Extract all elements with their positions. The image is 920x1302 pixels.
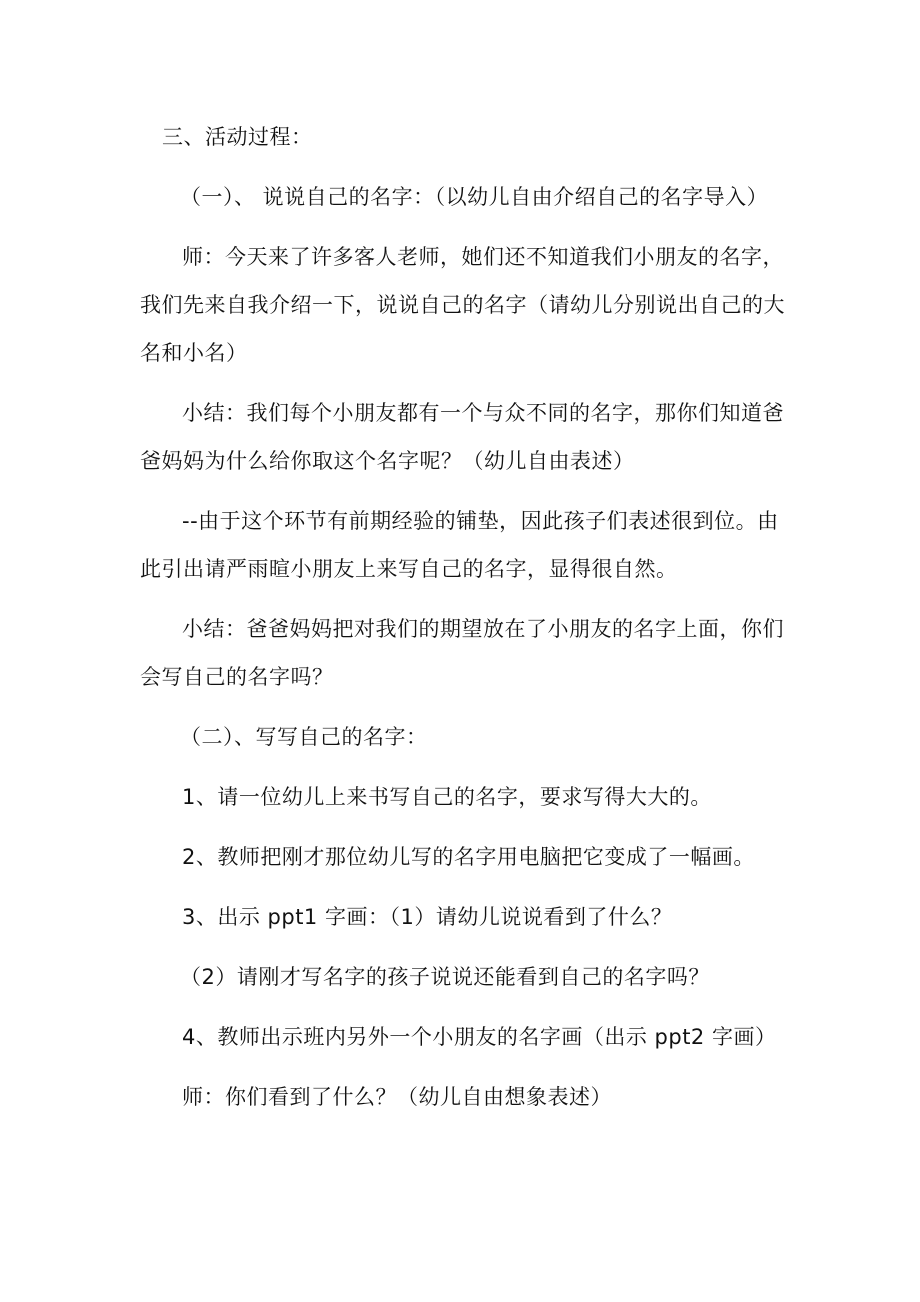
summary1-line-1: 小结：我们每个小朋友都有一个与众不同的名字，那你们知道爸 bbox=[182, 401, 784, 425]
step-3-sub: （2）请刚才写名字的孩子说说还能看到自己的名字吗？ bbox=[180, 965, 710, 989]
reflection-line-1: --由于这个环节有前期经验的铺垫，因此孩子们表述很到位。由 bbox=[182, 509, 779, 533]
summary1-line-2: 爸妈妈为什么给你取这个名字呢？（幼儿自由表述） bbox=[140, 449, 635, 473]
step-4: 4、教师出示班内另外一个小朋友的名字画（出示 ppt2 字画） bbox=[182, 1025, 777, 1049]
teacher-intro-line-2: 我们先来自我介绍一下，说说自己的名字（请幼儿分别说出自己的大 bbox=[140, 293, 785, 317]
part2-heading: （二）、写写自己的名字： bbox=[180, 725, 428, 749]
reflection-line-2: 此引出请严雨暄小朋友上来写自己的名字，显得很自然。 bbox=[140, 557, 678, 581]
summary2-line-2: 会写自己的名字吗？ bbox=[140, 665, 334, 689]
summary2-line-1: 小结：爸爸妈妈把对我们的期望放在了小朋友的名字上面，你们 bbox=[182, 617, 784, 641]
step-3: 3、出示 ppt1 字画：（1）请幼儿说说看到了什么？ bbox=[182, 905, 673, 929]
section-heading: 三、活动过程： bbox=[162, 125, 313, 149]
step-2: 2、教师把刚才那位幼儿写的名字用电脑把它变成了一幅画。 bbox=[182, 845, 755, 869]
part1-heading: （一）、 说说自己的名字：（以幼儿自由介绍自己的名字导入） bbox=[180, 185, 769, 209]
teacher-intro-line-1: 师：今天来了许多客人老师，她们还不知道我们小朋友的名字， bbox=[182, 245, 784, 269]
teacher-question: 师：你们看到了什么？（幼儿自由想象表述） bbox=[182, 1085, 612, 1109]
step-1: 1、请一位幼儿上来书写自己的名字，要求写得大大的。 bbox=[182, 785, 712, 809]
teacher-intro-line-3: 名和小名） bbox=[140, 341, 248, 365]
